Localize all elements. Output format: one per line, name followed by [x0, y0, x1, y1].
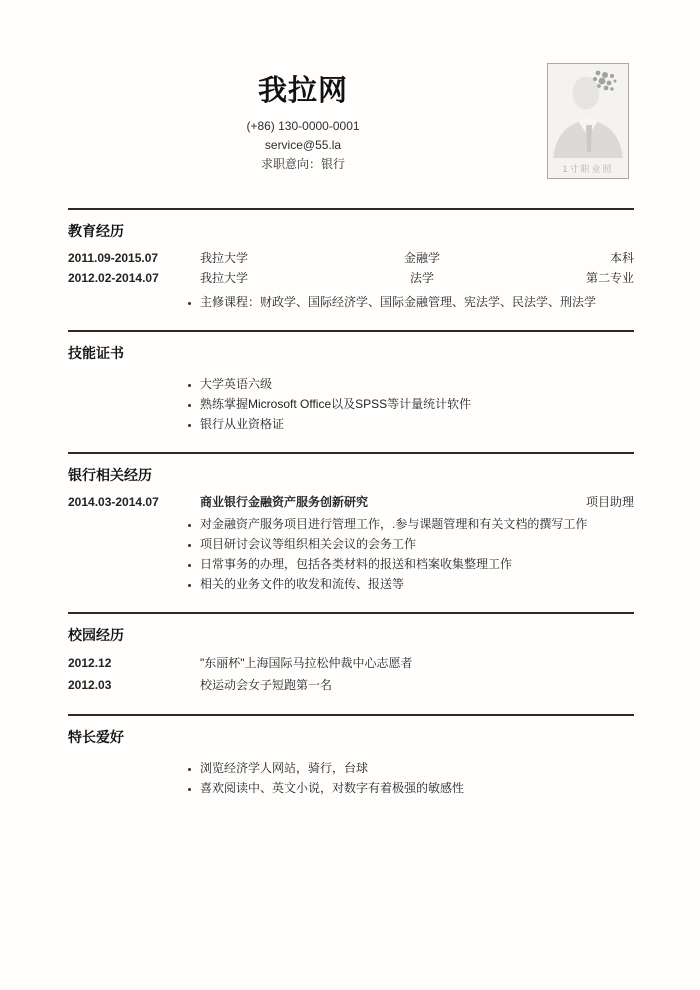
- person-silhouette-icon: [548, 66, 628, 158]
- education-row: [68, 268, 634, 288]
- email-address: service@55.la: [264, 138, 342, 152]
- resume-header: [62, 74, 544, 174]
- bank-bullet: • 对金融资产服务项目进行管理工作，.参与课题管理和有关文档的撰写工作: [200, 514, 634, 534]
- education-major: 金融学: [403, 251, 440, 265]
- campus-row: [68, 652, 634, 674]
- project-row: [68, 492, 634, 512]
- campus-date: 2012.12: [68, 656, 112, 670]
- section-title-skills: 技能证书: [68, 345, 124, 361]
- education-bullet: • 主修课程：财政学、国际经济学、国际金融管理、宪法学、民法学、刑法学: [200, 292, 634, 312]
- education-school: 我拉大学: [200, 271, 249, 285]
- campus-description: 校运动会女子短跑第一名: [200, 678, 333, 692]
- section-skills: [68, 330, 634, 452]
- section-title-education: 教育经历: [68, 223, 124, 239]
- education-row: [68, 248, 634, 268]
- skills-bullet: • 熟练掌握Microsoft Office以及SPSS等计量统计软件: [200, 394, 634, 414]
- skills-bullet: • 大学英语六级: [200, 374, 634, 394]
- candidate-name: 我拉网: [257, 75, 348, 107]
- project-title: 商业银行金融资产服务创新研究: [200, 495, 369, 509]
- campus-row: [68, 674, 634, 696]
- job-objective: 求职意向：银行: [260, 157, 345, 171]
- education-date: 2011.09-2015.07: [68, 251, 159, 265]
- phone-number: (+86) 130-0000-0001: [246, 119, 360, 133]
- education-degree: 本科: [609, 251, 634, 265]
- campus-date: 2012.03: [68, 678, 112, 692]
- section-education: [68, 208, 634, 330]
- section-title-hobbies: 特长爱好: [68, 729, 124, 745]
- hobbies-bullet: • 喜欢阅读中、英文小说，对数字有着极强的敏感性: [200, 778, 634, 798]
- bank-bullet: • 项目研讨会议等组织相关会议的会务工作: [200, 534, 634, 554]
- education-bullet-list: [68, 292, 634, 312]
- section-title-campus: 校园经历: [68, 627, 124, 643]
- photo-caption: 1寸职业照: [562, 164, 614, 174]
- education-school: 我拉大学: [200, 251, 249, 265]
- education-date: 2012.02-2014.07: [68, 271, 159, 285]
- skills-bullet: • 银行从业资格证: [200, 414, 634, 434]
- section-campus: [68, 612, 634, 714]
- education-major: 法学: [409, 271, 434, 285]
- hobbies-bullet-list: [68, 758, 634, 798]
- section-hobbies: [68, 714, 634, 816]
- bank-bullet-list: [68, 514, 634, 594]
- section-bank-experience: [68, 452, 634, 612]
- campus-description: "东丽杯"上海国际马拉松仲裁中心志愿者: [200, 656, 413, 670]
- bank-bullet: • 日常事务的办理，包括各类材料的报送和档案收集整理工作: [200, 554, 634, 574]
- section-title-bank-experience: 银行相关经历: [68, 467, 152, 483]
- education-degree: 第二专业: [585, 271, 634, 285]
- photo-placeholder: [547, 63, 629, 179]
- skills-bullet-list: [68, 374, 634, 434]
- resume-body: [68, 208, 634, 816]
- project-date: 2014.03-2014.07: [68, 495, 159, 509]
- bank-bullet: • 相关的业务文件的收发和流传、报送等: [200, 574, 634, 594]
- contact-block: [62, 117, 544, 174]
- hobbies-bullet: • 浏览经济学人网站，骑行，台球: [200, 758, 634, 778]
- project-role: 项目助理: [585, 495, 634, 509]
